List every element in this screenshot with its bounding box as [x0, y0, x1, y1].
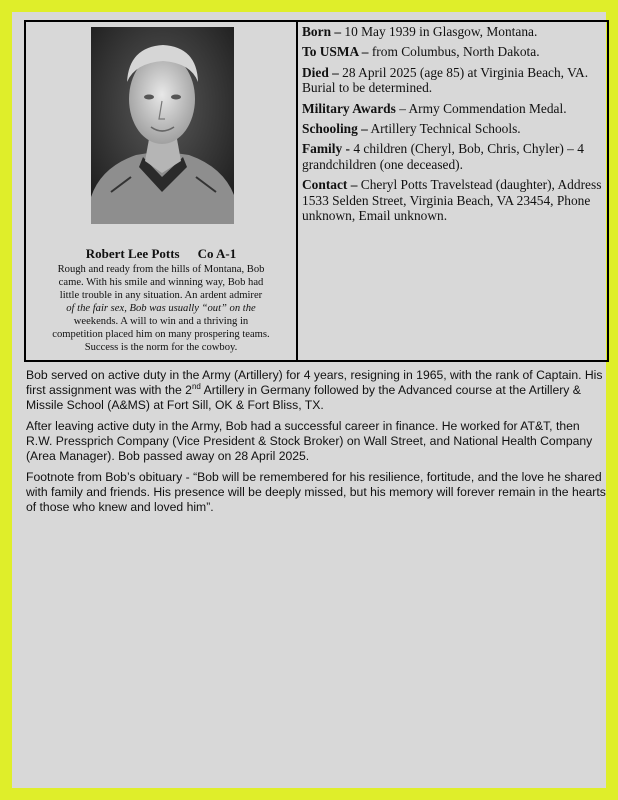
portrait-illustration — [91, 27, 234, 224]
cadet-card — [26, 22, 298, 360]
ordinal-suffix: nd — [191, 381, 201, 391]
bio-text: Artillery in Germany followed by the Advanced course at the Artillery & Missile School (A&MS) at Fort Sill, OK & Fort Bliss, TX. — [26, 383, 581, 412]
fact-born — [302, 24, 603, 39]
caption-line: competition placed him on many prospering teams. — [52, 329, 270, 340]
fact-schooling — [302, 121, 603, 136]
fact-label: Family - — [302, 141, 350, 157]
caption-line: Success is the norm for the cowboy. — [84, 342, 238, 353]
memorial-page — [12, 12, 606, 788]
fact-label: To USMA – — [302, 44, 369, 60]
fact-text: Artillery Technical Schools. — [367, 121, 521, 137]
fact-label: Military Awards — [302, 100, 396, 116]
bio-text: Bob served on active duty in the Army (Artillery) for 4 years, resigning in 1965, with the rank of Captain. His first assignment was with the 2 — [26, 368, 603, 397]
caption-line: weekends. A will to win and a thriving in — [73, 316, 249, 327]
yearbook-caption — [28, 263, 294, 354]
fact-family — [302, 141, 603, 172]
fact-text: 4 children (Cheryl, Bob, Chris, Chyler) – 4 grandchildren (one deceased). — [302, 141, 584, 172]
fact-label: Born – — [302, 24, 342, 39]
bio-paragraph-obituary: Footnote from Bob’s obituary - “Bob will be remembered for his resilience, fortitude, and the love he shared with family and friends. His presence will be deeply missed, but his memory will forever remain in the hearts of those who knew and loved him”. — [26, 470, 606, 514]
profile-box — [24, 20, 609, 362]
fact-label: Died – — [302, 64, 339, 80]
bio-paragraph-career: After leaving active duty in the Army, Bob had a successful career in finance. He worked for AT&T, then R.W. Pressprich Company (Vice President & Stock Broker) on Wall Street, and National Health Company (Area Manager). Bob passed away on 28 April 2025. — [26, 419, 593, 463]
caption-line: came. With his smile and winning way, Bob had — [58, 277, 264, 288]
caption-line: Rough and ready from the hills of Montana, Bob — [57, 264, 265, 275]
bio-paragraph-service — [26, 368, 606, 413]
cadet-name: Robert Lee Potts — [85, 246, 180, 261]
fact-text: Cheryl Potts Travelstead (daughter), Address 1533 Selden Street, Virginia Beach, VA 23454, Phone unknown, Email unknown. — [302, 177, 602, 224]
fact-label: Schooling – — [302, 121, 368, 137]
fact-text: from Columbus, North Dakota. — [368, 44, 540, 60]
facts-panel — [298, 22, 607, 360]
fact-contact — [302, 177, 603, 223]
fact-text: – Army Commendation Medal. — [395, 100, 567, 116]
fact-usma — [302, 44, 603, 59]
cadet-company: Co A-1 — [197, 246, 237, 261]
cadet-portrait — [91, 27, 234, 224]
fact-label: Contact – — [302, 177, 358, 193]
cadet-name-line — [26, 246, 296, 262]
biography — [26, 368, 606, 521]
caption-line: of the fair sex, Bob was usually “out” on the — [66, 303, 256, 314]
fact-text: 28 April 2025 (age 85) at Virginia Beach, VA. Burial to be determined. — [302, 64, 589, 96]
fact-awards — [302, 101, 603, 116]
caption-line: little trouble in any situation. An ardent admirer — [59, 290, 263, 301]
fact-text: 10 May 1939 in Glasgow, Montana. — [341, 24, 538, 39]
fact-died — [302, 65, 603, 96]
